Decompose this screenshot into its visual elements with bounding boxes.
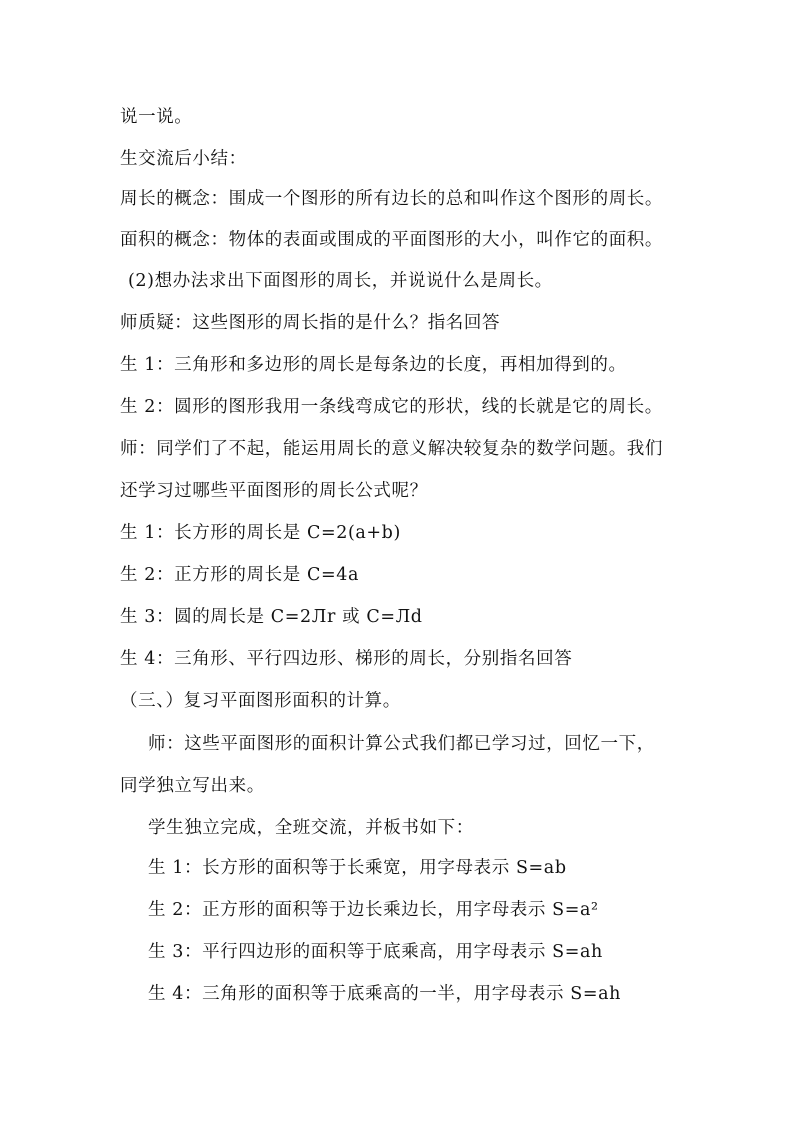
text-line: 师：这些平面图形的面积计算公式我们都已学习过，回忆一下，	[148, 734, 655, 754]
text-line: 生 3：平行四边形的面积等于底乘高，用字母表示 S=ah	[148, 942, 603, 962]
text-line: 生 1：长方形的周长是 C=2(a+b)	[120, 523, 401, 543]
text-line: 周长的概念：围成一个图形的所有边长的总和叫作这个图形的周长。	[120, 189, 663, 209]
text-line: 说一说。	[120, 107, 193, 127]
text-line: 生 4：三角形、平行四边形、梯形的周长，分别指名回答	[120, 649, 573, 669]
text-line: 生 1：三角形和多边形的周长是每条边的长度，再相加得到的。	[120, 355, 627, 375]
text-line: 同学独立写出来。	[120, 776, 265, 796]
text-line: 面积的概念：物体的表面或围成的平面图形的大小，叫作它的面积。	[120, 230, 663, 250]
text-line: 还学习过哪些平面图形的周长公式呢？	[120, 481, 428, 501]
text-line: 师：同学们了不起，能运用周长的意义解决较复杂的数学问题。我们	[120, 439, 663, 459]
text-line: 生交流后小结：	[120, 149, 247, 169]
text-line: 生 2：正方形的面积等于边长乘边长，用字母表示 S=a²	[148, 900, 599, 920]
section-heading: （三、）复习平面图形面积的计算。	[120, 691, 401, 711]
text-line: 生 3：圆的周长是 C=2Лr 或 C=Лd	[120, 607, 423, 627]
text-line: 生 1：长方形的面积等于长乘宽，用字母表示 S=ab	[148, 858, 567, 878]
text-line: (2)想办法求出下面图形的周长，并说说什么是周长。	[128, 271, 553, 291]
text-line: 学生独立完成，全班交流，并板书如下：	[148, 818, 474, 838]
text-line: 生 4：三角形的面积等于底乘高的一半，用字母表示 S=ah	[148, 984, 622, 1004]
text-line: 生 2：圆形的图形我用一条线弯成它的形状，线的长就是它的周长。	[120, 397, 663, 417]
text-line: 生 2：正方形的周长是 C=4a	[120, 565, 359, 585]
text-line: 师质疑：这些图形的周长指的是什么？指名回答	[120, 313, 501, 333]
